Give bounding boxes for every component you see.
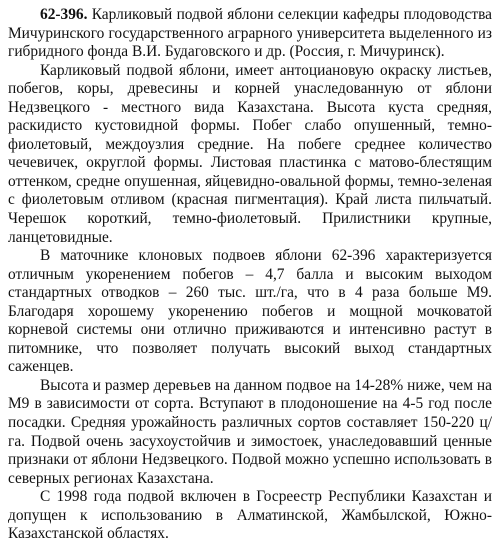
description-paragraph: Карликовый подвой яблони, имеет антоциановую окраску листьев, побегов, коры, древесины и корней унаследованную от яблони Недзвецкого - местного вида Казахстана. Высота куста средняя, раскидисто кустовидной формы. Побег слабо опушенный, темно-фиолетовый, междоузлия средние. На побеге среднее количество чечевичек, округлой формы. Листовая пластинка с матово-блестящим оттенком, средне опушенная, яйцевидно-овальной формы, темно-зеленая с фиолетовым отливом (красная пигментация). Край листа пильчатый. Черешок короткий, темно-фиолетовый. Прилистники крупные, ланцетовидные. bbox=[8, 61, 492, 246]
registry-paragraph: С 1998 года подвой включен в Госреестр Республики Казахстан и допущен к использованию в Алматинской, Жамбылской, Южно-Казахстанской областях. bbox=[8, 488, 492, 543]
rootstock-code: 62-396. bbox=[40, 6, 88, 23]
intro-paragraph bbox=[8, 6, 492, 62]
yield-paragraph: Высота и размер деревьев на данном подвое на 14-28% ниже, чем на М9 в зависимости от сорта. Вступают в плодоношение на 4-5 год после посадки. Средняя урожайность различных сортов составляет 150-220 ц/га. Подвой очень засухоустойчив и зимостоек, унаследовавший ценные признаки от яблони Недзвецкого. Подвой можно успешно использовать в северных регионах Казахстана. bbox=[8, 376, 492, 487]
intro-text: Карликовый подвой яблони селекции кафедры плодоводства Мичуринского государственного аграрного университета выделенного из гибридного фонда В.И. Будаговского и др. (Россия, г. Мичуринск). bbox=[8, 6, 492, 61]
propagation-paragraph: В маточнике клоновых подвоев яблони 62-396 характеризуется отличным укоренением побегов – 4,7 балла и высоким выходом стандартных отводков – 260 тыс. шт./га, что в 4 раза больше М9. Благодаря хорошему укоренению побегов и мощной мочковатой корневой системы они отлично приживаются и интенсивно растут в питомнике, что позволяет получать высокий выход стандартных саженцев. bbox=[8, 247, 492, 376]
document-page bbox=[8, 6, 492, 544]
